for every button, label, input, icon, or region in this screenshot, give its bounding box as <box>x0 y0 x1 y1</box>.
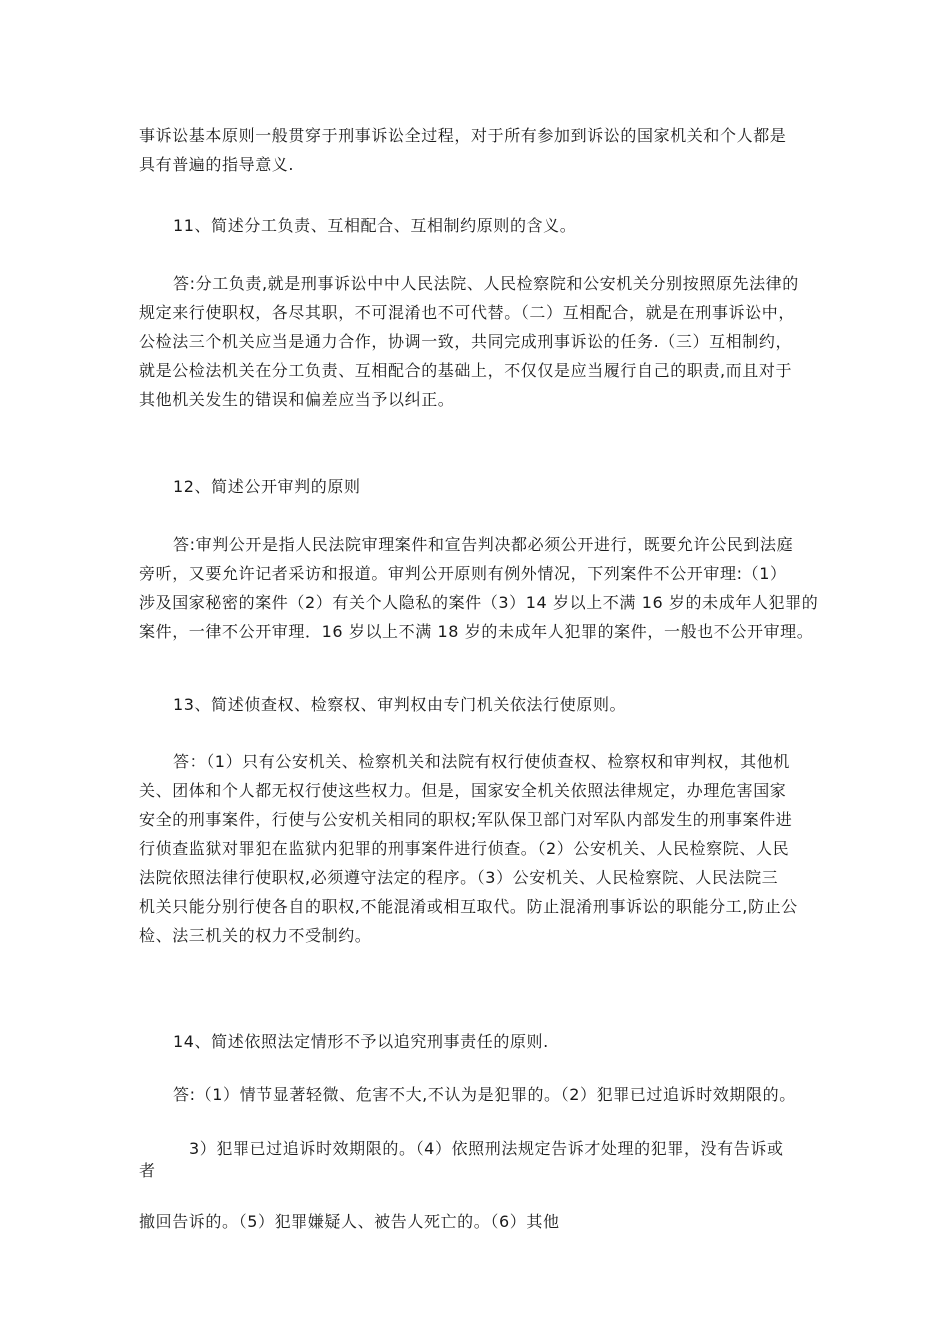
text-line: 旁听，又要允许记者采访和报道。审判公开原则有例外情况，下列案件不公开审理:（1） <box>139 564 787 583</box>
text-line: 关、团体和个人都无权行使这些权力。但是，国家安全机关依照法律规定，办理危害国家 <box>139 781 787 800</box>
text-line: 就是公检法机关在分工负责、互相配合的基础上，不仅仅是应当履行自己的职责,而且对于 <box>139 361 793 380</box>
text-line: 撤回告诉的。（5）犯罪嫌疑人、被告人死亡的。（6）其他 <box>139 1212 560 1231</box>
question-text: 14、简述依照法定情形不予以追究刑事责任的原则. <box>173 1032 549 1051</box>
text-line: 安全的刑事案件，行使与公安机关相同的职权;军队保卫部门对军队内部发生的刑事案件进 <box>139 810 793 829</box>
text-line: 事诉讼基本原则一般贯穿于刑事诉讼全过程，对于所有参加到诉讼的国家机关和个人都是 <box>139 126 787 145</box>
intro-paragraph <box>139 121 819 179</box>
answer-14-line-2-wrap <box>139 1156 819 1185</box>
text-line: 规定来行使职权，各尽其职，不可混淆也不可代替。（二）互相配合，就是在刑事诉讼中， <box>139 303 796 322</box>
question-12-heading <box>139 472 819 501</box>
question-14-heading <box>139 1027 819 1056</box>
question-text: 12、简述公开审判的原则 <box>173 477 361 496</box>
answer-14-line-3 <box>139 1207 819 1236</box>
question-13-heading <box>139 690 819 719</box>
answer-11-paragraph <box>139 269 819 414</box>
text-line: 答：（1）只有公安机关、检察机关和法院有权行使侦查权、检察权和审判权，其他机 <box>173 752 790 771</box>
text-line: 答:审判公开是指人民法院审理案件和宣告判决都必须公开进行，既要允许公民到法庭 <box>173 535 794 554</box>
text-line: 具有普遍的指导意义. <box>139 155 295 174</box>
answer-14-line-1 <box>139 1080 819 1109</box>
text-line: 涉及国家秘密的案件（2）有关个人隐私的案件（3）14 岁以上不满 16 岁的未成年人犯罪的 <box>139 593 819 612</box>
text-line: 答:（1）情节显著轻微、危害不大,不认为是犯罪的。（2）犯罪已过追诉时效期限的。 <box>173 1085 796 1104</box>
text-line: 其他机关发生的错误和偏差应当予以纠正。 <box>139 390 455 409</box>
text-line: 答:分工负责,就是刑事诉讼中中人民法院、人民检察院和公安机关分别按照原先法律的 <box>173 274 799 293</box>
text-line: 行侦查监狱对罪犯在监狱内犯罪的刑事案件进行侦查。（2）公安机关、人民检察院、人民 <box>139 839 790 858</box>
question-11-heading <box>139 211 819 240</box>
question-text: 11、简述分工负责、互相配合、互相制约原则的含义。 <box>173 216 577 235</box>
text-line: 公检法三个机关应当是通力合作，协调一致，共同完成刑事诉讼的任务.（三）互相制约， <box>139 332 793 351</box>
text-line: 案件，一律不公开审理．16 岁以上不满 18 岁的未成年人犯罪的案件，一般也不公开审理。 <box>139 622 814 641</box>
question-text: 13、简述侦查权、检察权、审判权由专门机关依法行使原则。 <box>173 695 627 714</box>
text-line: 3）犯罪已过追诉时效期限的。（4）依照刑法规定告诉才处理的犯罪，没有告诉或 <box>189 1139 784 1158</box>
text-line: 检、法三机关的权力不受制约。 <box>139 926 372 945</box>
text-line: 法院依照法律行使职权,必须遵守法定的程序。（3）公安机关、人民检察院、人民法院三 <box>139 868 779 887</box>
text-line: 者 <box>139 1161 156 1180</box>
answer-12-paragraph <box>139 530 819 646</box>
answer-13-paragraph <box>139 747 819 950</box>
text-line: 机关只能分别行使各自的职权,不能混淆或相互取代。防止混淆刑事诉讼的职能分工,防止公 <box>139 897 798 916</box>
